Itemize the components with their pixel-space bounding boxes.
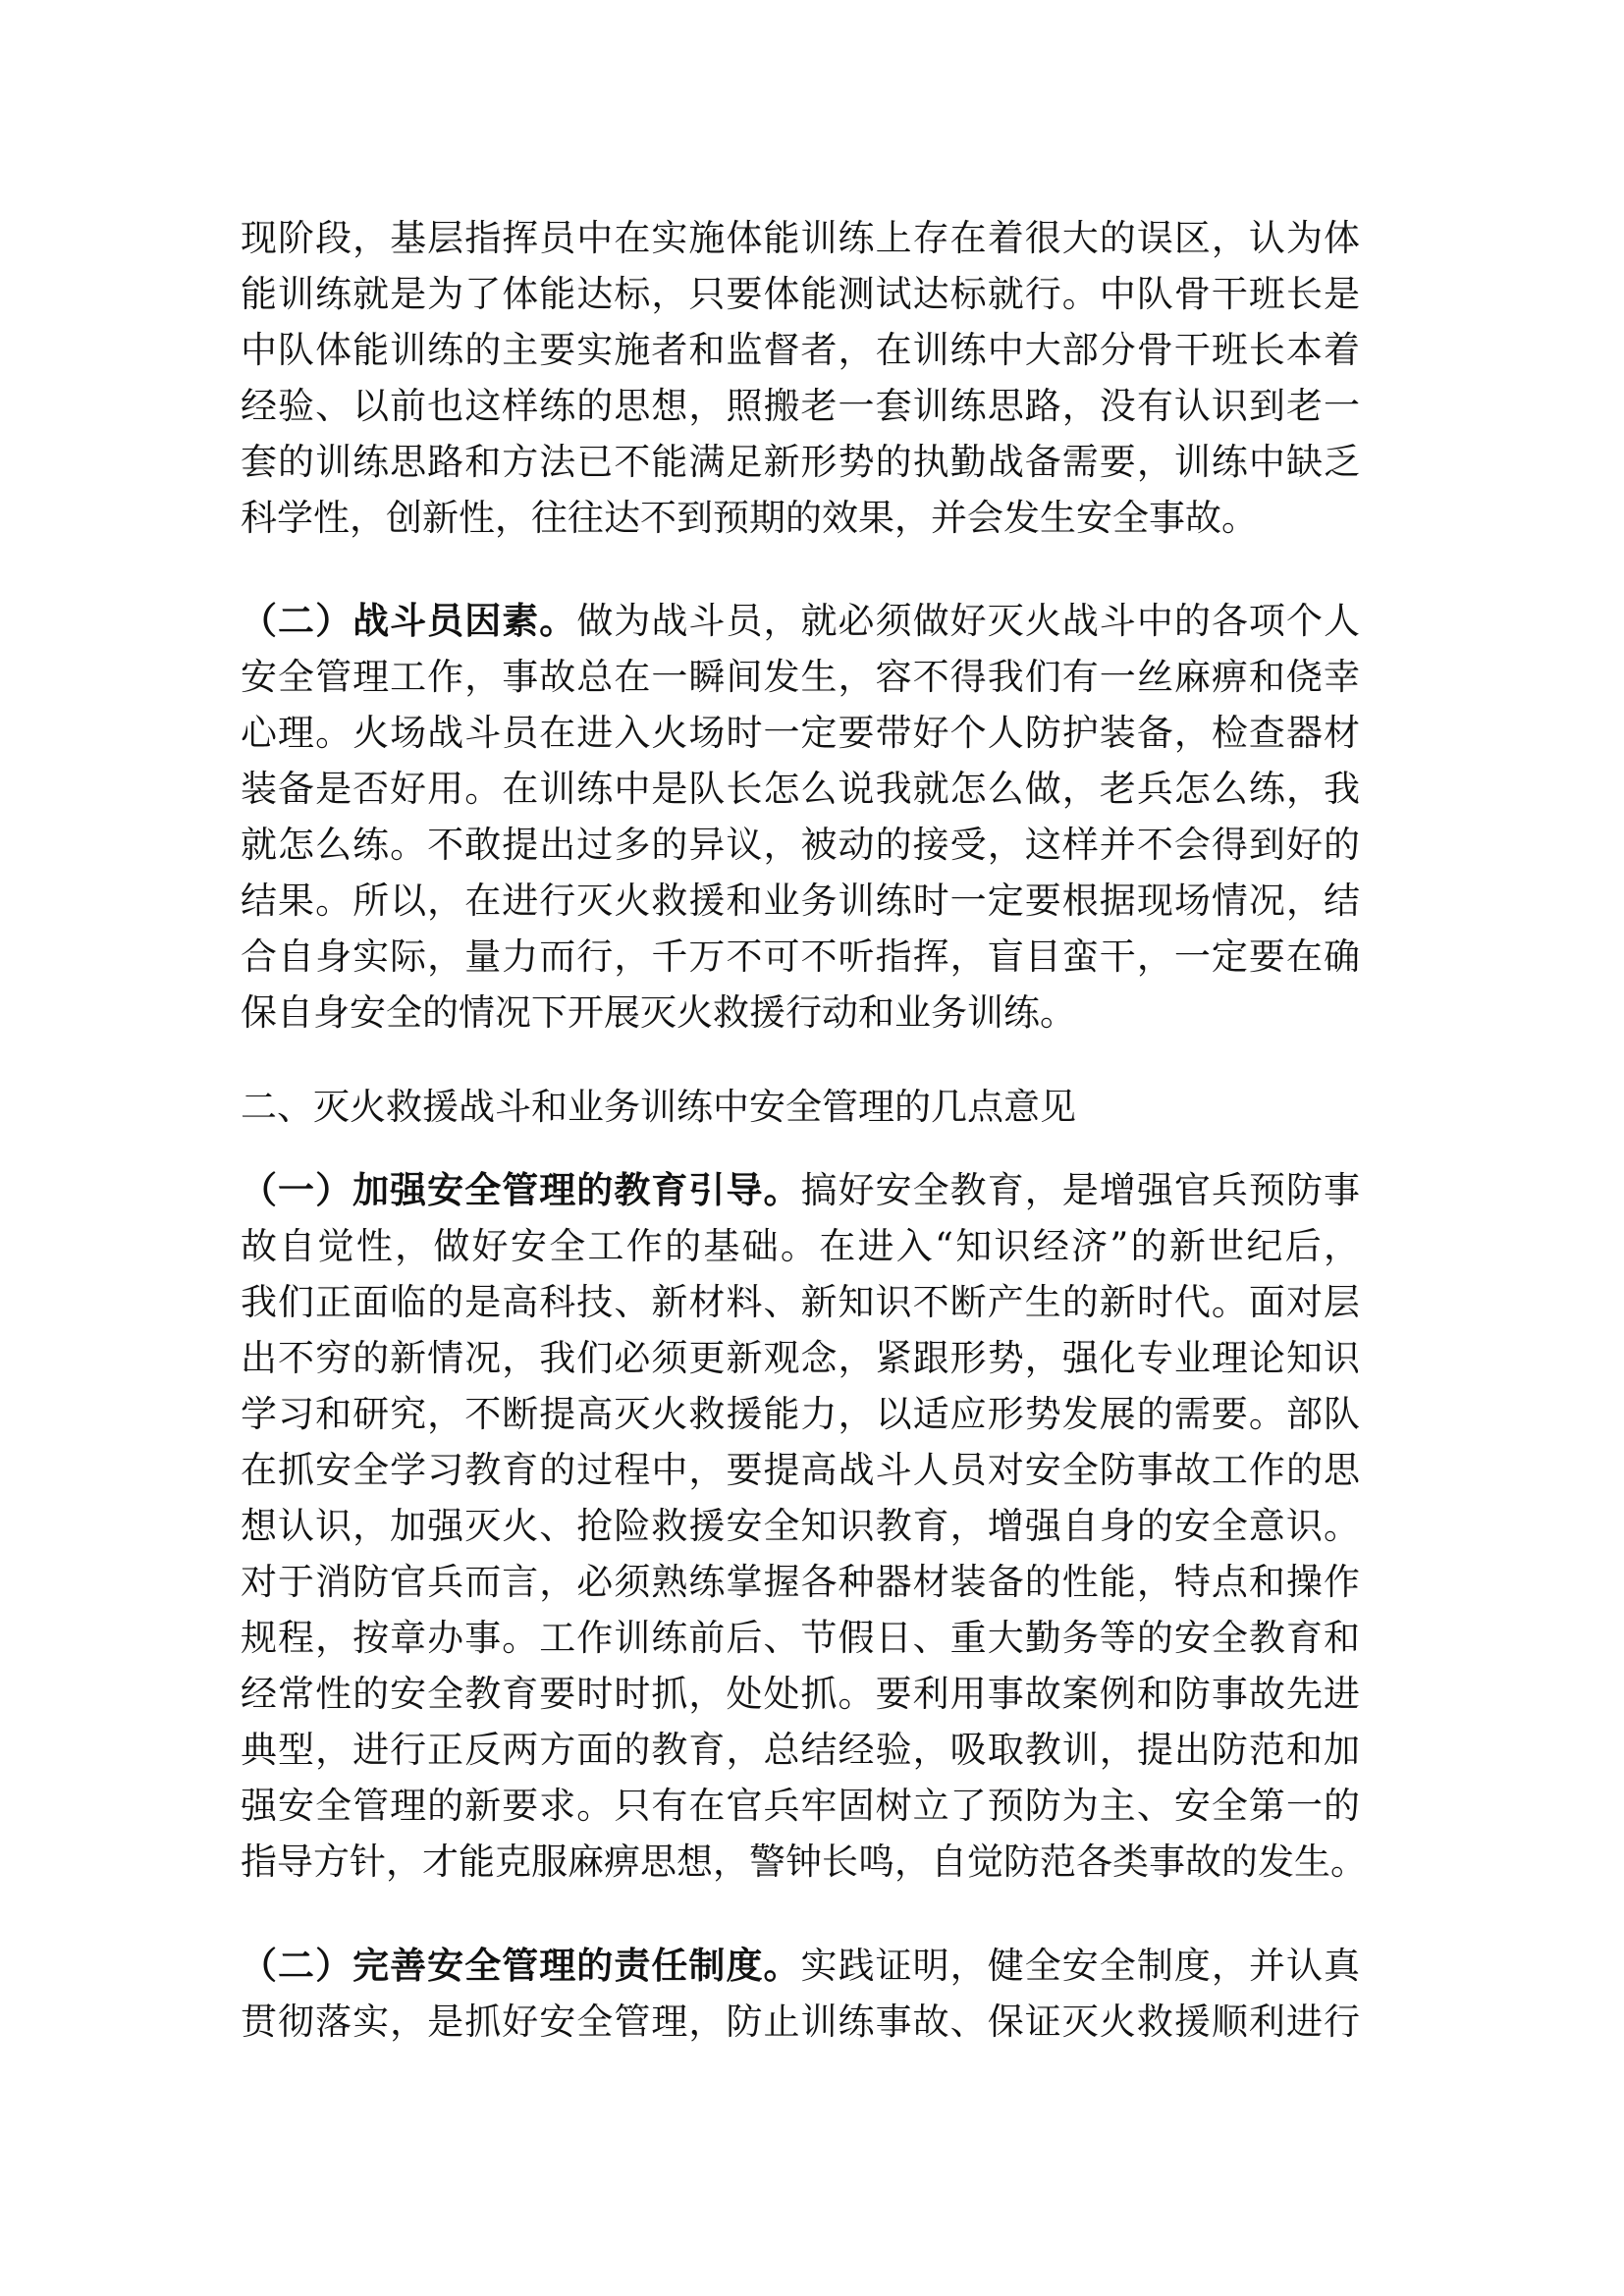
section-heading-text: 二、灭火救援战斗和业务训练中安全管理的几点意见 (241, 1086, 1076, 1128)
text-line: 出不穷的新情况，我们必须更新观念，紧跟形势，强化专业理论知识 (241, 1337, 1360, 1379)
paragraph-fighter-factors (241, 593, 1360, 1041)
paragraph-training-misconceptions (241, 210, 1360, 546)
text-run: 搞好安全教育，是增强官兵预防事 (800, 1169, 1361, 1211)
text-line: 现阶段，基层指挥员中在实施体能训练上存在着很大的误区，认为体 (241, 217, 1360, 259)
text-line (241, 593, 1360, 649)
text-line: 安全管理工作，事故总在一瞬间发生，容不得我们有一丝麻痹和侥幸 (241, 656, 1360, 698)
text-line: 心理。火场战斗员在进入火场时一定要带好个人防护装备，检查器材 (241, 712, 1360, 754)
text-line: 学习和研究，不断提高灭火救援能力，以适应形势发展的需要。部队 (241, 1393, 1360, 1435)
text-line: 经常性的安全教育要时时抓，处处抓。要利用事故案例和防事故先进 (241, 1673, 1360, 1715)
text-line: 结果。所以，在进行灭火救援和业务训练时一定要根据现场情况，结 (241, 880, 1360, 922)
paragraph-lead-heading: （一）加强安全管理的教育引导。 (241, 1168, 801, 1211)
text-line: 就怎么练。不敢提出过多的异议，被动的接受，这样并不会得到好的 (241, 824, 1360, 866)
paragraph-safety-education (241, 1162, 1367, 1890)
text-line: 套的训练思路和方法已不能满足新形势的执勤战备需要，训练中缺乏 (241, 441, 1360, 483)
text-line (241, 1938, 1360, 1994)
text-line: 装备是否好用。在训练中是队长怎么说我就怎么做，老兵怎么练，我 (241, 768, 1360, 810)
text-line: 强安全管理的新要求。只有在官兵牢固树立了预防为主、安全第一的 (241, 1785, 1360, 1827)
text-line: 贯彻落实，是抓好安全管理，防止训练事故、保证灭火救援顺利进行 (241, 2001, 1360, 2043)
text-line: 保自身安全的情况下开展灭火救援行动和业务训练。 (241, 991, 1076, 1034)
text-line: 指导方针，才能克服麻痹思想，警钟长鸣，自觉防范各类事故的发生。 (241, 1841, 1367, 1883)
text-line (241, 1162, 1360, 1218)
paragraph-responsibility-system (241, 1938, 1360, 2050)
text-line: 经验、以前也这样练的思想，照搬老一套训练思路，没有认识到老一 (241, 385, 1360, 427)
text-run: 做为战斗员，就必须做好灭火战斗中的各项个人 (576, 600, 1361, 642)
text-line: 想认识，加强灭火、抢险救援安全知识教育，增强自身的安全意识。 (241, 1505, 1360, 1547)
text-line: 我们正面临的是高科技、新材料、新知识不断产生的新时代。面对层 (241, 1281, 1360, 1323)
text-line: 科学性，创新性，往往达不到预期的效果，并会发生安全事故。 (241, 497, 1258, 539)
section-heading (241, 1079, 1360, 1135)
text-run: 实践证明，健全安全制度，并认真 (800, 1945, 1361, 1987)
paragraph-lead-heading: （二）完善安全管理的责任制度。 (241, 1944, 801, 1987)
text-line: 合自身实际，量力而行，千万不可不听指挥，盲目蛮干，一定要在确 (241, 935, 1360, 978)
paragraph-lead-heading: （二）战斗员因素。 (241, 599, 577, 642)
text-line: 对于消防官兵而言，必须熟练掌握各种器材装备的性能，特点和操作 (241, 1561, 1360, 1603)
text-line: 规程，按章办事。工作训练前后、节假日、重大勤务等的安全教育和 (241, 1617, 1360, 1659)
text-line: 在抓安全学习教育的过程中，要提高战斗人员对安全防事故工作的思 (241, 1449, 1360, 1491)
text-line: 中队体能训练的主要实施者和监督者，在训练中大部分骨干班长本着 (241, 329, 1360, 371)
text-line: 能训练就是为了体能达标，只要体能测试达标就行。中队骨干班长是 (241, 273, 1360, 315)
text-line: 故自觉性，做好安全工作的基础。在进入“知识经济”的新世纪后， (241, 1225, 1360, 1267)
text-line: 典型，进行正反两方面的教育，总结经验，吸取教训，提出防范和加 (241, 1729, 1360, 1771)
